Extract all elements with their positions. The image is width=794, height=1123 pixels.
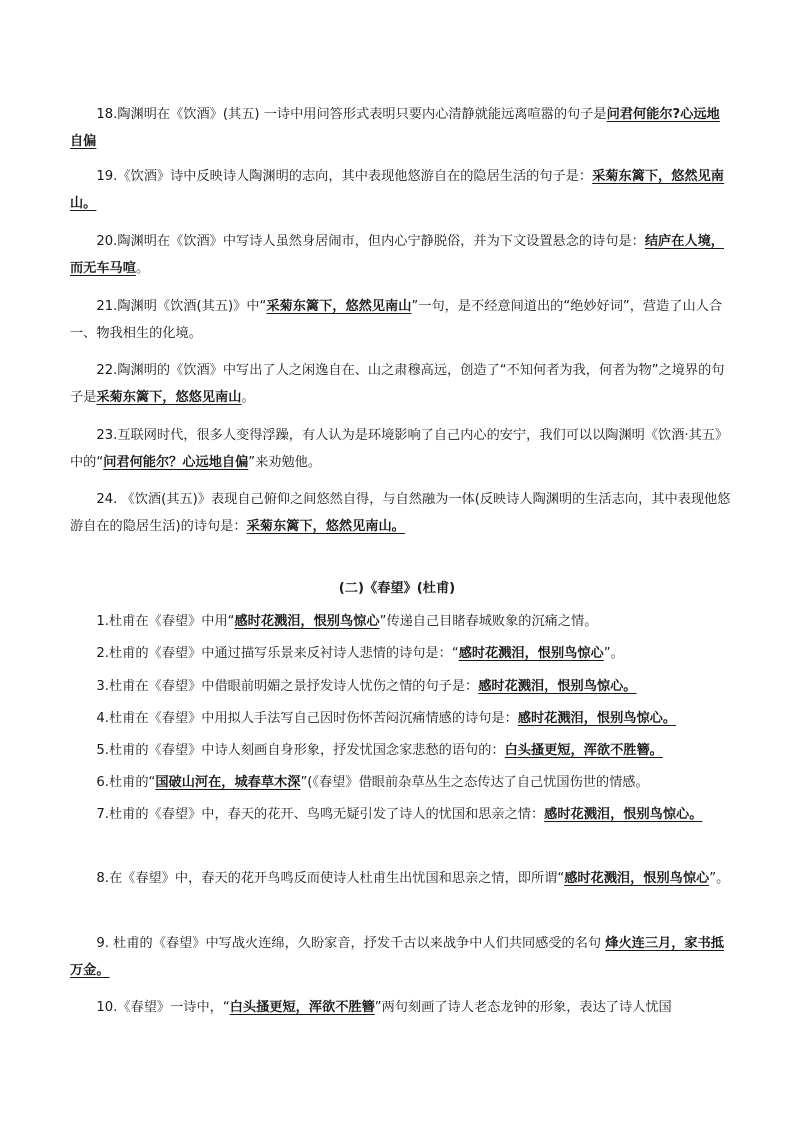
answer-text: 问君何能尔?心远地自偏 — [70, 107, 720, 149]
question-text: 22.陶渊明的《饮酒》中写出了人之闲逸自在、山之肃穆高远，创造了“不知何者为我，何者为物”之境界的句子是 — [70, 363, 725, 405]
question-text: 3.杜甫在《春望》中借眼前明媚之景抒发诗人忧伤之情的句子是： — [96, 679, 479, 694]
question-text: 7.杜甫的《春望》中，春天的花开、鸟鸣无疑引发了诗人的忧国和思亲之情： — [96, 807, 545, 822]
answer-text: 白头搔更短，浑欲不胜簪。 — [504, 743, 663, 758]
question-item — [70, 608, 732, 635]
question-text: 4.杜甫在《春望》中用拟人手法写自己因时伤怀苦闷沉痛情感的诗句是： — [96, 711, 518, 726]
question-text: 8.在《春望》中，春天的花开鸟鸣反而使诗人杜甫生出忧国和思亲之情，即所谓“ — [96, 871, 565, 886]
question-text: ”。 — [603, 646, 624, 661]
section-title: (二)《春望》(杜甫) — [338, 581, 456, 596]
question-item — [70, 801, 732, 828]
question-item — [70, 640, 732, 667]
question-item — [70, 994, 732, 1021]
question-item — [70, 422, 732, 476]
question-text: 1.杜甫在《春望》中用“ — [96, 614, 235, 629]
answer-text: 感时花溅泪，恨别鸟惊心。 — [544, 807, 703, 822]
question-text: 。 — [135, 261, 150, 276]
answer-text: 感时花溅泪，恨别鸟惊心 — [564, 871, 710, 886]
answer-text: 采菊东篱下，悠悠见南山 — [96, 390, 242, 405]
question-text: 10.《春望》一诗中，“ — [96, 1000, 230, 1015]
question-text: 21.陶渊明《饮酒(其五)》中“ — [96, 299, 267, 314]
question-text: ”。 — [709, 871, 730, 886]
question-text: 9. 杜甫的《春望》中写战火连绵，久盼家音，抒发千古以来战争中人们共同感受的名句 — [96, 936, 606, 951]
question-item — [70, 705, 732, 732]
question-item — [70, 769, 732, 796]
question-text: 2.杜甫的《春望》中通过描写乐景来反衬诗人悲情的诗句是：“ — [96, 646, 459, 661]
question-text: 20.陶渊明在《饮酒》中写诗人虽然身居闹市，但内心宁静脱俗，并为下文设置悬念的诗句是： — [96, 234, 645, 249]
question-text: ”传递自己目睹春城败象的沉痛之情。 — [379, 614, 598, 629]
answer-text: 感时花溅泪，恨别鸟惊心。 — [478, 679, 637, 694]
answer-text: 国破山河在，城春草木深 — [155, 775, 301, 790]
question-text: 6.杜甫的“ — [96, 775, 156, 790]
answer-text: 烽火连三月，家书抵万金。 — [70, 936, 724, 978]
question-item — [70, 163, 732, 217]
question-item — [70, 865, 732, 892]
answer-text: 采菊东篱下，悠然见南山 — [266, 299, 412, 314]
answer-text: 采菊东篱下，悠然见南山。 — [70, 169, 724, 211]
answer-text: 感时花溅泪，恨别鸟惊心 — [458, 646, 604, 661]
question-text: 24. 《饮酒(其五)》表现自己俯仰之间悠然自得，与自然融为一体(反映诗人陶渊明的生活志向，其中表现他悠游自在的隐居生活)的诗句是： — [70, 492, 731, 534]
question-text: ”一句，是不经意间道出的“绝妙好词”，营造了山人合一、物我相生的化境。 — [70, 299, 723, 341]
question-item — [70, 228, 732, 282]
question-item — [70, 486, 732, 540]
answer-text: 结庐在人境，而无车马喧 — [70, 234, 724, 276]
question-item — [70, 101, 732, 155]
question-text: 5.杜甫的《春望》中诗人刻画自身形象，抒发忧国念家悲愁的语句的： — [96, 743, 505, 758]
question-item — [70, 673, 732, 700]
question-item — [70, 930, 732, 984]
question-text: ”两句刻画了诗人老态龙钟的形象，表达了诗人忧国 — [374, 1000, 672, 1015]
answer-text: 问君何能尔？心远地自偏 — [103, 455, 249, 470]
answer-text: 采菊东篱下，悠然见南山。 — [246, 519, 405, 534]
question-text: ”来劝勉他。 — [248, 455, 322, 470]
question-text: 23.互联网时代，很多人变得浮躁，有人认为是环境影响了自己内心的安宁，我们可以以陶渊明《饮酒·其五》中的“ — [70, 428, 729, 470]
question-text: 18.陶渊明在《饮酒》(其五) 一诗中用问答形式表明只要内心清静就能远离喧嚣的句子是 — [96, 107, 607, 122]
question-text: 。 — [241, 390, 255, 405]
question-item — [70, 737, 732, 764]
answer-text: 白头搔更短，浑欲不胜簪 — [229, 1000, 375, 1015]
question-text: ”(《春望》借眼前杂草丛生之态传达了自己忧国伤世的情感。 — [300, 775, 649, 790]
question-item — [70, 293, 732, 347]
question-text: 19.《饮酒》诗中反映诗人陶渊明的志向，其中表现他悠游自在的隐居生活的句子是： — [96, 169, 593, 184]
question-item — [70, 357, 732, 411]
answer-text: 感时花溅泪，恨别鸟惊心 — [234, 614, 380, 629]
answer-text: 感时花溅泪，恨别鸟惊心。 — [517, 711, 677, 726]
